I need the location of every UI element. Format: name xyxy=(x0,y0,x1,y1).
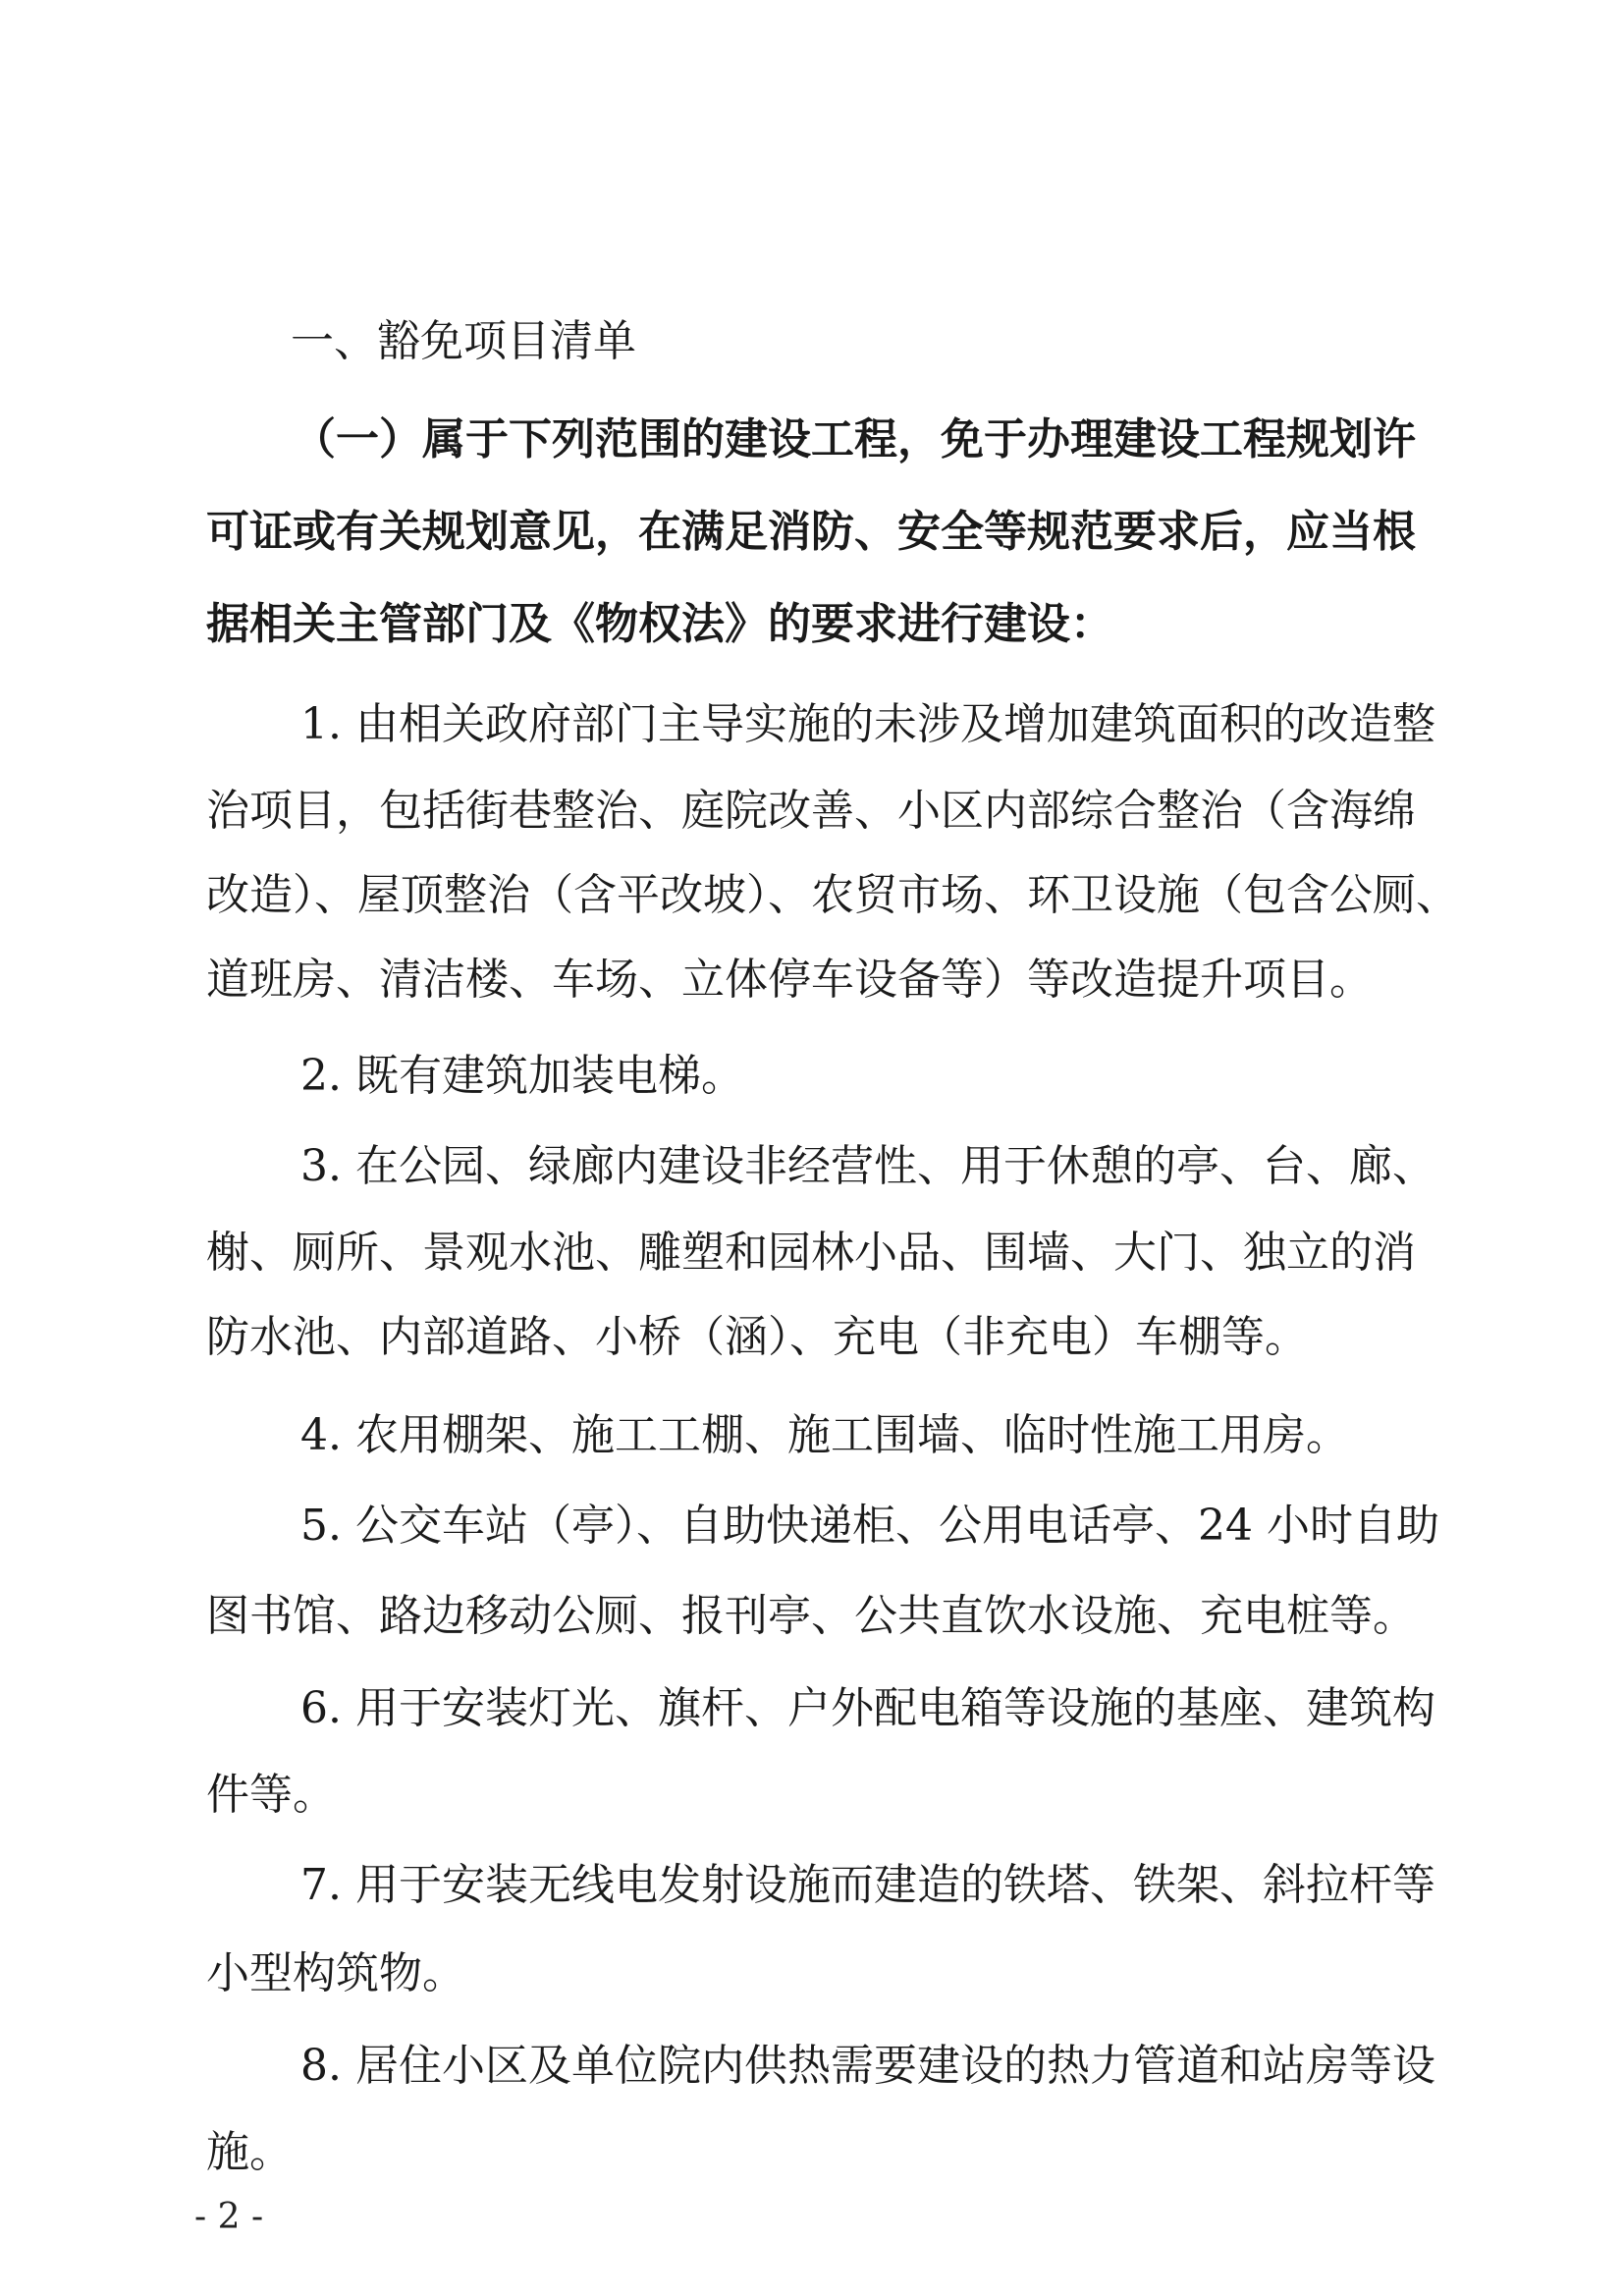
list-item-line: 件等。 xyxy=(206,1770,336,1820)
list-item-line: 防水池、内部道路、小桥（涵）、充电（非充电）车棚等。 xyxy=(206,1312,1308,1362)
paragraph-line: 可证或有关规划意见，在满足消防、安全等规范要求后，应当根 xyxy=(206,507,1416,557)
list-item-line: 治项目，包括街巷整治、庭院改善、小区内部综合整治（含海绵 xyxy=(206,786,1416,836)
list-item-line: 2. 既有建筑加装电梯。 xyxy=(300,1051,744,1101)
list-item-line: 图书馆、路边移动公厕、报刊亭、公共直饮水设施、充电桩等。 xyxy=(206,1591,1416,1641)
list-item-line: 道班房、清洁楼、车场、立体停车设备等）等改造提升项目。 xyxy=(206,955,1373,1005)
page-number: - 2 - xyxy=(194,2197,264,2237)
list-item-line: 改造）、屋顶整治（含平改坡）、农贸市场、环卫设施（包含公厕、 xyxy=(206,870,1459,920)
list-item-line: 5. 公交车站（亭）、自助快递柜、公用电话亭、24 小时自助 xyxy=(300,1501,1439,1551)
paragraph-line: （一）属于下列范围的建设工程，免于办理建设工程规划许 xyxy=(293,414,1416,465)
list-item-line: 小型构筑物。 xyxy=(206,1948,465,1998)
list-item-line: 7. 用于安装无线电发射设施而建造的铁塔、铁架、斜拉杆等 xyxy=(300,1860,1435,1910)
list-item-line: 3. 在公园、绿廊内建设非经营性、用于休憩的亭、台、廊、 xyxy=(300,1141,1435,1191)
list-item-line: 4. 农用棚架、施工工棚、施工围墙、临时性施工用房。 xyxy=(300,1410,1349,1460)
list-item-line: 榭、厕所、景观水池、雕塑和园林小品、围墙、大门、独立的消 xyxy=(206,1228,1416,1278)
section-heading: 一、豁免项目清单 xyxy=(291,316,636,366)
list-item-line: 6. 用于安装灯光、旗杆、户外配电箱等设施的基座、建筑构 xyxy=(300,1683,1435,1733)
list-item-line: 1. 由相关政府部门主导实施的未涉及增加建筑面积的改造整 xyxy=(300,699,1435,749)
list-item-line: 施。 xyxy=(206,2127,293,2177)
paragraph-line: 据相关主管部门及《物权法》的要求进行建设： xyxy=(206,599,1113,649)
list-item-line: 8. 居住小区及单位院内供热需要建设的热力管道和站房等设 xyxy=(300,2041,1435,2091)
